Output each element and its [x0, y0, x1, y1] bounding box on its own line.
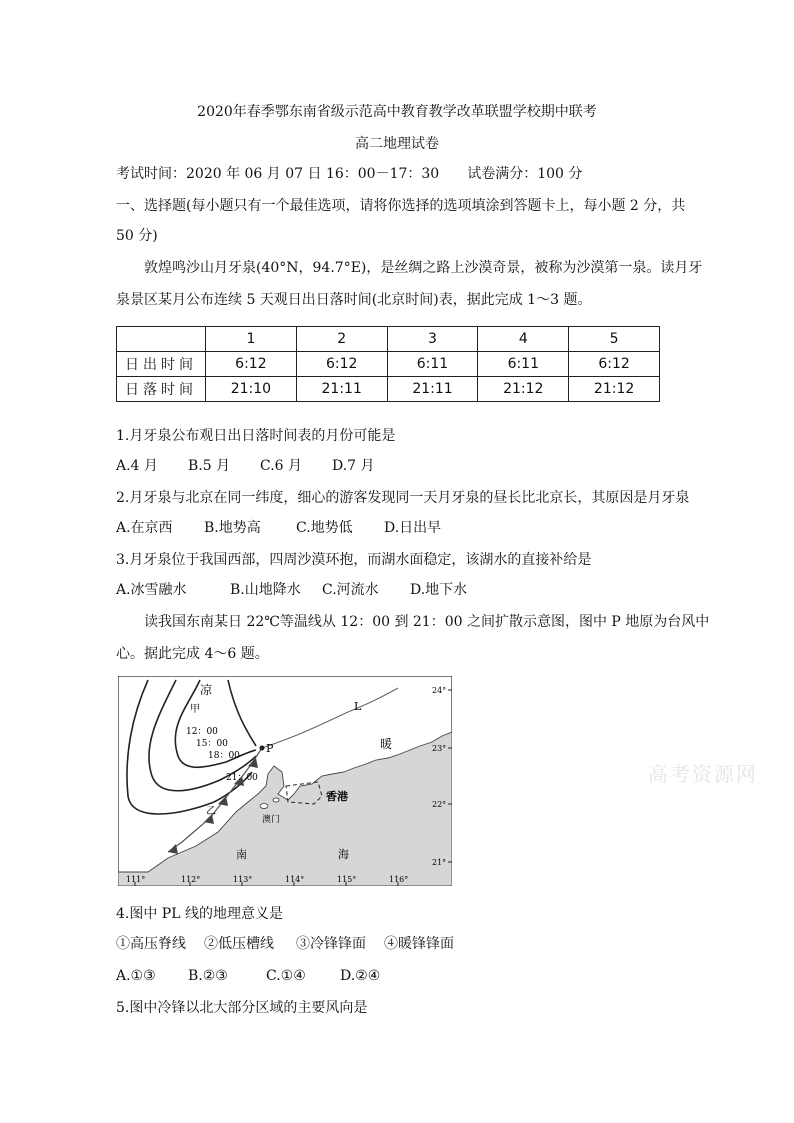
- label-time-18: 18：00: [208, 751, 240, 761]
- table-row: [117, 327, 660, 352]
- island: [260, 804, 268, 809]
- table-cell: 21:10: [206, 377, 297, 402]
- question-1-options: [116, 456, 375, 476]
- label-nan: 南: [236, 848, 247, 861]
- question-3-stem: 3.月牙泉位于我国西部，四周沙漠环抱，而湖水面稳定，该湖水的直接补给是: [116, 552, 592, 568]
- label-hai: 海: [338, 848, 349, 861]
- label-time-15: 15：00: [196, 739, 228, 749]
- table-row: [117, 352, 660, 377]
- option-c: C.地势低: [296, 520, 353, 536]
- lat-label: 23°: [432, 744, 447, 753]
- lat-label: 22°: [432, 800, 447, 809]
- option-d: D.7 月: [332, 458, 375, 474]
- table-cell: 5: [569, 327, 660, 352]
- lat-label: 21°: [432, 858, 447, 867]
- table-cell: 21:11: [296, 377, 387, 402]
- label-jia: 甲: [190, 704, 200, 715]
- label-warm: 暖: [380, 737, 393, 751]
- option-c: C.河流水: [322, 582, 379, 598]
- option-b: B.地势高: [204, 520, 261, 536]
- section-heading-line1: 一、选择题(每小题只有一个最佳选项，请将你选择的选项填涂到答题卡上，每小题 2 分，共: [116, 198, 686, 214]
- lon-label: 114°: [285, 875, 305, 884]
- label-l: L: [354, 700, 362, 713]
- table-cell: 6:11: [478, 352, 569, 377]
- choice-1: ①高压脊线: [116, 936, 186, 952]
- option-a: A.4 月: [116, 458, 158, 474]
- table-cell: 6:12: [296, 352, 387, 377]
- sunrise-sunset-table: [116, 326, 660, 402]
- lon-label: 113°: [233, 875, 253, 884]
- table-cell: 日出时间: [117, 352, 206, 377]
- table-cell: 3: [387, 327, 478, 352]
- question-2-stem: 2.月牙泉与北京在同一纬度，细心的游客发现同一天月牙泉的昼长比北京长，其原因是月牙泉: [116, 490, 690, 506]
- table-cell: 6:12: [569, 352, 660, 377]
- option-a: A.①③: [116, 968, 156, 984]
- option-d: D.日出早: [384, 520, 442, 536]
- choice-2: ②低压槽线: [204, 936, 274, 952]
- lat-label: 24°: [432, 686, 447, 695]
- option-a: A.冰雪融水: [116, 582, 187, 598]
- table-cell: 日落时间: [117, 377, 206, 402]
- question-4-options: [116, 966, 380, 986]
- option-b: B.山地降水: [230, 582, 301, 598]
- exam-title: 2020年春季鄂东南省级示范高中教育教学改革联盟学校期中联考: [197, 104, 597, 120]
- label-yi: 乙: [206, 806, 216, 817]
- option-d: D.地下水: [410, 582, 468, 598]
- option-b: B.5 月: [188, 458, 231, 474]
- passage2-line2: 心。据此完成 4～6 题。: [116, 646, 269, 662]
- passage1-line2: 泉景区某月公布连续 5 天观日出日落时间(北京时间)表，据此完成 1～3 题。: [116, 292, 592, 308]
- isotherm-map: [118, 676, 452, 886]
- choice-3: ③冷锋锋面: [296, 936, 366, 952]
- lon-label: 111°: [126, 875, 146, 884]
- option-c: C.6 月: [260, 458, 303, 474]
- question-5-stem: 5.图中冷锋以北大部分区域的主要风向是: [116, 1000, 368, 1016]
- passage1-line1: 敦煌鸣沙山月牙泉(40°N，94.7°E)，是丝绸之路上沙漠奇景，被称为沙漠第一泉。读月牙: [144, 260, 703, 276]
- choice-4: ④暖锋锋面: [384, 936, 454, 952]
- table-cell: 6:12: [206, 352, 297, 377]
- option-c: C.①④: [266, 968, 306, 984]
- section-heading-line2: 50 分): [116, 228, 158, 244]
- island: [273, 798, 279, 802]
- table-cell: 21:12: [478, 377, 569, 402]
- table-cell: 21:11: [387, 377, 478, 402]
- question-4-choices: [116, 934, 454, 954]
- lon-label: 112°: [181, 875, 201, 884]
- question-2-options: [116, 518, 441, 538]
- table-cell: 21:12: [569, 377, 660, 402]
- option-b: B.②③: [188, 968, 228, 984]
- label-macau: 澳门: [262, 815, 281, 825]
- question-3-options: [116, 580, 467, 600]
- option-d: D.②④: [340, 968, 381, 984]
- table-cell: 6:11: [387, 352, 478, 377]
- option-a: A.在京西: [116, 520, 173, 536]
- watermark: 高考资源网: [648, 762, 758, 786]
- table-cell: [117, 327, 206, 352]
- label-p: P: [266, 742, 274, 755]
- label-time-21: 21：00: [226, 773, 258, 783]
- lon-label: 116°: [389, 875, 409, 884]
- point-p: [260, 746, 265, 751]
- table-row: [117, 377, 660, 402]
- question-4-stem: 4.图中 PL 线的地理意义是: [116, 906, 283, 922]
- lon-label: 115°: [337, 875, 357, 884]
- question-1-stem: 1.月牙泉公布观日出日落时间表的月份可能是: [116, 428, 396, 444]
- label-hongkong: 香港: [326, 790, 348, 803]
- exam-subtitle: 高二地理试卷: [355, 136, 439, 152]
- table-cell: 2: [296, 327, 387, 352]
- passage2-line1: 读我国东南某日 22℃等温线从 12：00 到 21：00 之间扩散示意图，图中 P 地原为台风中: [144, 614, 710, 630]
- label-time-12: 12：00: [186, 727, 218, 737]
- table-cell: 1: [206, 327, 297, 352]
- table-cell: 4: [478, 327, 569, 352]
- exam-info: 考试时间：2020 年 06 月 07 日 16：00－17：30 试卷满分：100 分: [116, 166, 583, 182]
- label-cold: 凉: [200, 683, 213, 697]
